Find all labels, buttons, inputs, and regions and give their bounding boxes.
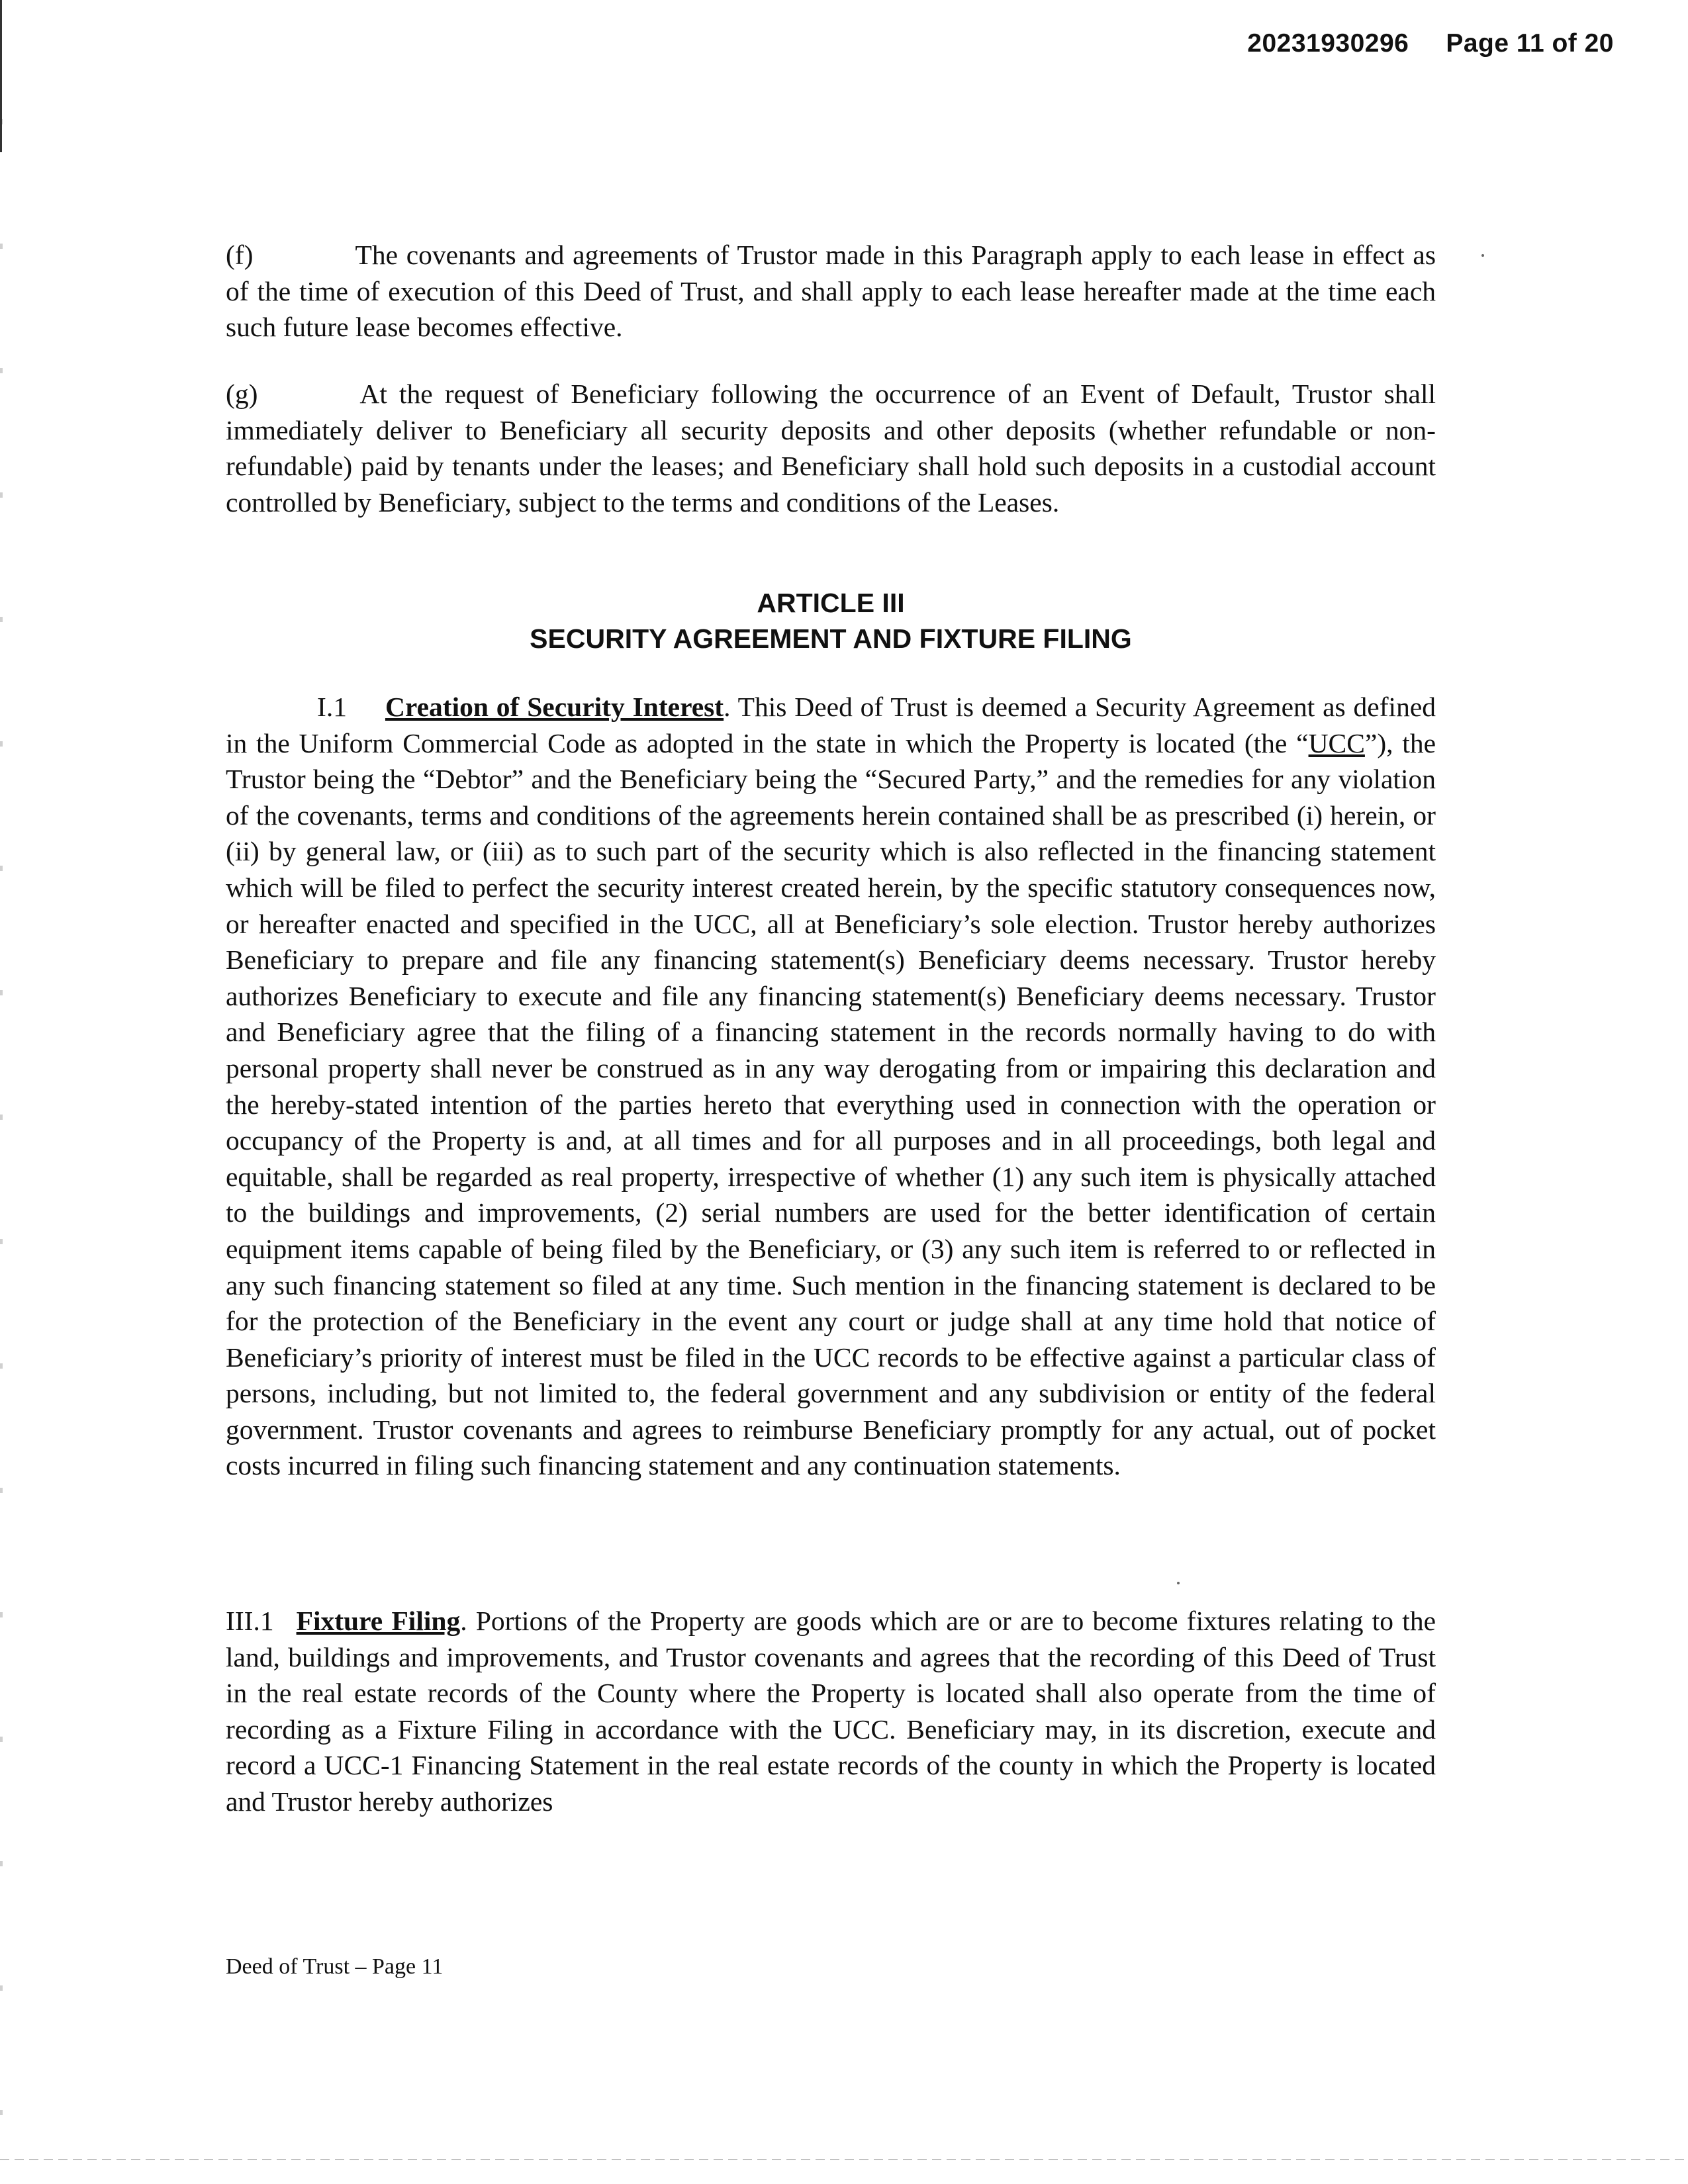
document-number: 20231930296 [1247,29,1409,58]
ucc-defined-term: UCC [1308,727,1365,758]
article-title: SECURITY AGREEMENT AND FIXTURE FILING [530,623,1132,654]
page-header [1247,29,1614,58]
paragraph-g-label: (g) [226,379,258,409]
article-heading [226,585,1436,657]
section-3-1 [226,1603,1436,1820]
scan-edge [0,0,3,2184]
paragraph-g-text: At the request of Beneficiary following the occurrence of an Event of Default, Trustor shall immediately deliver to Beneficiary all security deposits and other deposits (whether refundable or non-refundable) paid by tenants under the leases; and Beneficiary shall hold such deposits in a custodial account controlled by Beneficiary, subject to the terms and conditions of the Leases. [226,379,1436,518]
section-1-1-title: Creation of Security Interest [385,692,724,722]
paragraph-g [226,376,1436,520]
section-3-1-title: Fixture Filing [296,1606,461,1636]
scan-bottom-edge [0,2159,1688,2160]
section-1-1-number: I.1 [317,692,347,722]
scan-speck [1481,254,1484,257]
section-3-1-text: . Portions of the Property are goods which are or are to become fixtures relating to the land, buildings and improvements, and Trustor covenants and agrees that the recording of this Deed of Trust in the real estate records of the County where the Property is located shall also operate from the time of recording as a Fixture Filing in accordance with the UCC. Beneficiary may, in its discretion, execute and record a UCC-1 Financing Statement in the real estate records of the county in which the Property is located and Trustor hereby authorizes [226,1606,1436,1817]
section-1-1-text-a: . This Deed of Trust is deemed a Security Agreement as defined in the Uniform Commercial Code as adopted in the state in which the Property is located (the “ [226,692,1436,758]
scan-speck [1177,1582,1180,1584]
paragraph-f-text: The covenants and agreements of Trustor made in this Paragraph apply to each lease in effect as of the time of execution of this Deed of Trust, and shall apply to each lease hereafter made at the time each such future lease becomes effective. [226,240,1436,343]
paragraph-f-label: (f) [226,240,254,270]
section-1-1-text-b: ”), the Trustor being the “Debtor” and the Beneficiary being the “Secured Party,” and the remedies for any violation of the covenants, terms and conditions of the agreements herein contained shall be as prescribed (i) herein, or (ii) by general law, or (iii) as to such part of the security which is also reflected in the financing statement which will be filed to perfect the security interest created herein, by the specific statutory consequences now, or hereafter enacted and specified in the UCC, all at Beneficiary’s sole election. Trustor hereby authorizes Beneficiary to prepare and file any financing statement(s) Beneficiary deems necessary. Trustor hereby authorizes Beneficiary to execute and file any financing statement(s) Beneficiary deems necessary. Trustor and Beneficiary agree that the filing of a financing statement in the records normally having to do with personal property shall never be construed as in any way derogating from or impairing this declaration and the hereby-stated intention of the parties hereto that everything used in connection with the operation or occupancy of the Property is and, at all times and for all purposes and in all proceedings, both legal and equitable, shall be regarded as real property, irrespective of whether (1) any such item is physically attached to the buildings and improvements, (2) serial numbers are used for the better identification of certain equipment items capable of being filed by the Beneficiary, or (3) any such item is referred to or reflected in any such financing statement so filed at any time. Such mention in the financing statement is declared to be for the protection of the Beneficiary in the event any court or judge shall at any time hold that notice of Beneficiary’s priority of interest must be filed in the UCC records to be effective against a particular class of persons, including, but not limited to, the federal government and any subdivision or entity of the federal government. Trustor covenants and agrees to reimburse Beneficiary promptly for any actual, out of pocket costs incurred in filing such financing statement and any continuation statements. [226,727,1436,1481]
article-number: ARTICLE III [757,588,905,618]
section-1-1 [226,689,1436,1484]
paragraph-f [226,237,1436,345]
page-indicator: Page 11 of 20 [1446,29,1614,58]
section-3-1-number: III.1 [226,1606,274,1636]
page-footer: Deed of Trust – Page 11 [226,1954,444,1979]
